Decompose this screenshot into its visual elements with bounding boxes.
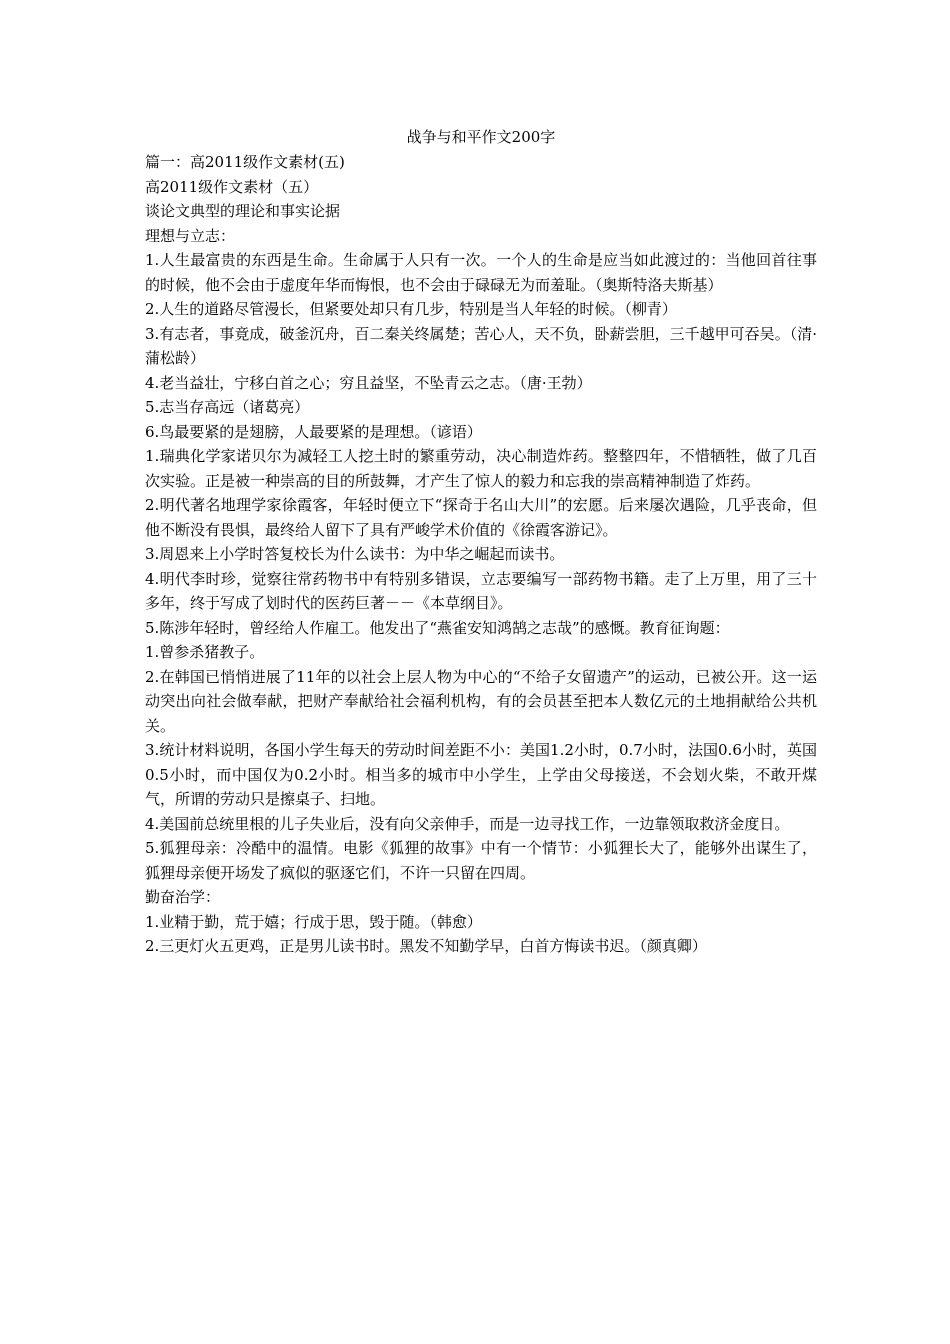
paragraph-example: 2.明代著名地理学家徐霞客，年轻时便立下“探奇于名山大川”的宏愿。后来屡次遇险，几乎丧命，但他不断没有畏惧，最终给人留下了具有严峻学术价值的《徐霞客游记》。	[145, 496, 817, 539]
paragraph-example: 5.狐狸母亲：冷酷中的温情。电影《狐狸的故事》中有一个情节：小狐狸长大了，能够外出谋生了，狐狸母亲便开场发了疯似的驱逐它们，不许一只留在四周。	[145, 839, 817, 882]
paragraph-quote: 2.人生的道路尽管漫长，但紧要处却只有几步，特别是当人年轻的时候。（柳青）	[145, 300, 677, 318]
paragraph-quote: 3.有志者，事竟成，破釜沉舟，百二秦关终属楚；苦心人，天不负，卧薪尝胆，三千越甲可吞吴。（清·蒲松龄）	[145, 324, 817, 367]
document-title: 战争与和平作文200字	[406, 128, 556, 146]
paragraph-subtitle: 高2011级作文素材（五）	[145, 177, 319, 196]
paragraph-quote: 2.三更灯火五更鸡，正是男儿读书时。黑发不知勤学早，白首方悔读书迟。（颜真卿）	[145, 937, 707, 955]
paragraph-example: 4.明代李时珍，觉察往常药物书中有特别多错误，立志要编写一部药物书籍。走了上万里，用了三十多年，终于写成了划时代的医药巨著－－《本草纲目》。	[145, 569, 817, 612]
paragraph-category-ideals: 理想与立志：	[145, 226, 236, 245]
paragraph-example: 1.瑞典化学家诺贝尔为减轻工人挖土时的繁重劳动，决心制造炸药。整整四年，不惜牺牲，做了几百次实验。正是被一种崇高的目的所鼓舞，才产生了惊人的毅力和忘我的崇高精神制造了炸药。	[145, 447, 817, 490]
paragraph-quote: 4.老当益壮，宁移白首之心；穷且益坚，不坠青云之志。（唐·王勃）	[145, 373, 592, 392]
paragraph-quote: 5.志当存高远（诸葛亮）	[145, 398, 310, 416]
paragraph-quote: 1.业精于勤，荒于嬉；行成于思，毁于随。（韩愈）	[145, 912, 482, 931]
paragraph-section-heading: 篇一：高2011级作文素材(五)	[145, 153, 345, 171]
paragraph-example: 4.美国前总统里根的儿子失业后，没有向父亲伸手，而是一边寻找工作，一边靠领取救济金度日。	[145, 814, 790, 833]
paragraph-example: 3.统计材料说明，各国小学生每天的劳动时间差距不小：美国1.2小时，0.7小时，法国0.6小时，英国0.5小时，而中国仅为0.2小时。相当多的城市中小学生，上学由父母接送，不会划火柴，不敢开煤气，所谓的劳动只是擦桌子、扫地。	[145, 741, 817, 808]
paragraph-example: 2.在韩国已悄悄进展了11年的以社会上层人物为中心的“不给子女留遗产”的运动，已被公开。这一运动突出向社会做奉献，把财产奉献给社会福利机构，有的会员甚至把本人数亿元的土地捐献给公共机关。	[145, 667, 817, 735]
paragraph-category-diligence: 勤奋治学：	[145, 888, 221, 906]
paragraph-quote: 6.鸟最要紧的是翅膀，人最要紧的是理想。（谚语）	[145, 422, 482, 441]
document-page	[145, 124, 817, 959]
paragraph-example: 1.曾参杀猪教子。	[145, 643, 265, 661]
paragraph-topic: 谈论文典型的理论和事实论据	[145, 202, 341, 220]
paragraph-example: 3.周恩来上小学时答复校长为什么读书：为中华之崛起而读书。	[145, 545, 565, 563]
paragraph-quote: 1.人生最富贵的东西是生命。生命属于人只有一次。一个人的生命是应当如此渡过的：当他回首往事的时候，他不会由于虚度年华而悔恨，也不会由于碌碌无为而羞耻。（奥斯特洛夫斯基）	[145, 251, 817, 294]
paragraph-example: 5.陈涉年轻时，曾经给人作雇工。他发出了“燕雀安知鸿鹄之志哉”的感慨。教育征询题：	[145, 618, 730, 637]
